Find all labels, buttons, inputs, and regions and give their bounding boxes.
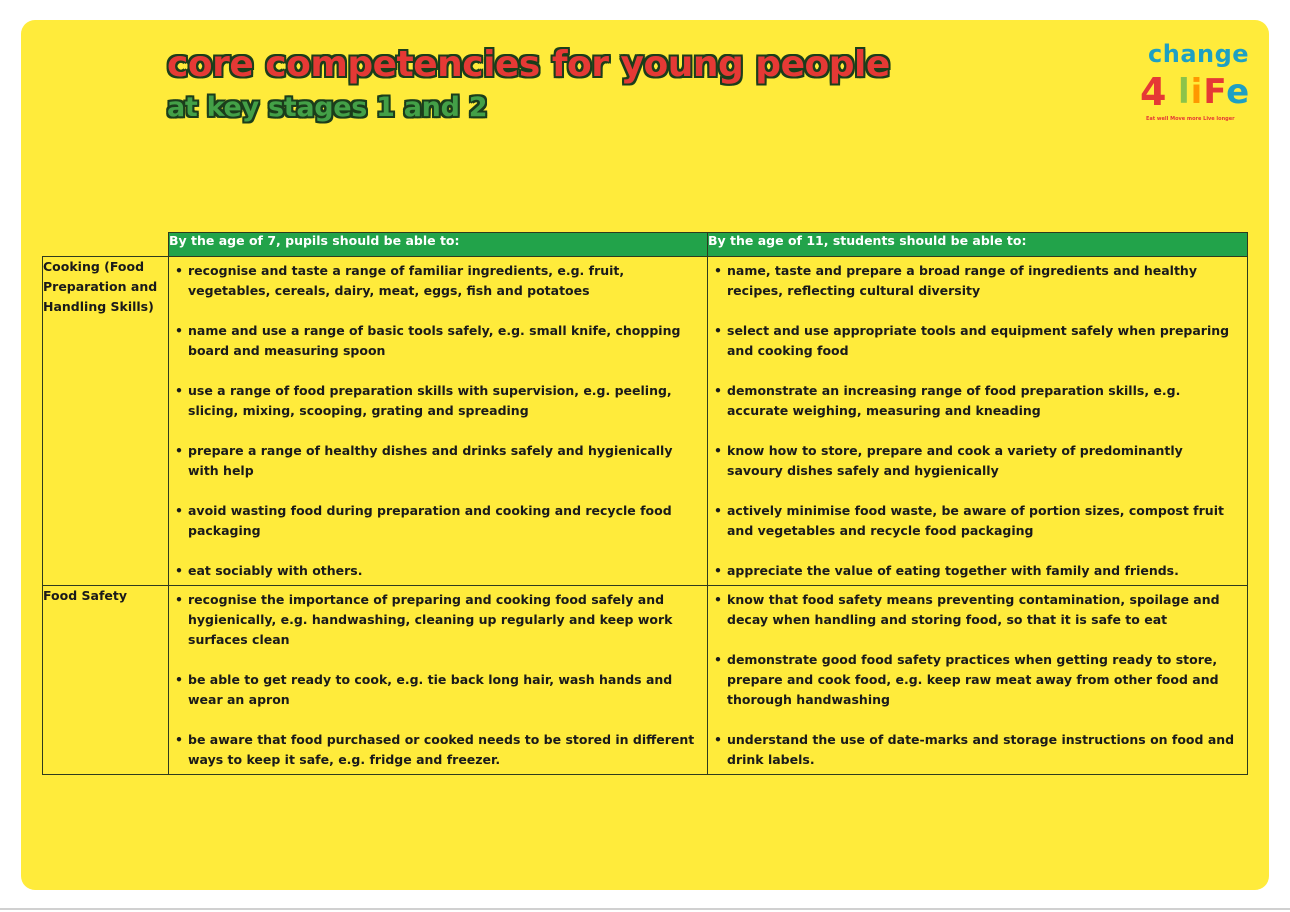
cell-safety-age-11 — [708, 586, 1248, 775]
list-item: • demonstrate an increasing range of food preparation skills, e.g. accurate weighing, measuring and kneading — [714, 381, 1241, 421]
list-item: • be able to get ready to cook, e.g. tie back long hair, wash hands and wear an apron — [175, 670, 701, 710]
page-title: core competencies for young people — [167, 44, 890, 85]
list-item: • appreciate the value of eating together with family and friends. — [714, 561, 1241, 581]
row-label-cooking: Cooking (Food Preparation and Handling Skills) — [43, 257, 169, 586]
list-item: • eat sociably with others. — [175, 561, 701, 581]
cell-safety-age-7 — [169, 586, 708, 775]
logo-change-text: change — [1148, 40, 1250, 68]
logo-life-letter: i — [1190, 72, 1204, 112]
logo-life-text — [1178, 72, 1250, 112]
page-subtitle: at key stages 1 and 2 — [167, 92, 488, 123]
competencies-table — [42, 232, 1248, 775]
logo-life-letter: e — [1226, 72, 1251, 112]
list-item: • name and use a range of basic tools safely, e.g. small knife, chopping board and measuring spoon — [175, 321, 701, 361]
table-row-cooking — [43, 257, 1248, 586]
list-item: • name, taste and prepare a broad range of ingredients and healthy recipes, reflecting cultural diversity — [714, 261, 1241, 301]
cell-cooking-age-7 — [169, 257, 708, 586]
header-age-11: By the age of 11, students should be able to: — [708, 233, 1248, 257]
list-item: • avoid wasting food during preparation and cooking and recycle food packaging — [175, 501, 701, 541]
list-item: • recognise the importance of preparing and cooking food safely and hygienically, e.g. handwashing, cleaning up regularly and keep work surfaces clean — [175, 590, 701, 650]
logo-tagline: Eat well Move more Live longer — [1146, 116, 1235, 122]
cell-cooking-age-11 — [708, 257, 1248, 586]
list-item: • use a range of food preparation skills with supervision, e.g. peeling, slicing, mixing, scooping, grating and spreading — [175, 381, 701, 421]
table-row-food-safety — [43, 586, 1248, 775]
logo-life-letter: F — [1203, 72, 1227, 112]
list-item: • recognise and taste a range of familiar ingredients, e.g. fruit, vegetables, cereals, dairy, meat, eggs, fish and potatoes — [175, 261, 701, 301]
list-item: • understand the use of date-marks and storage instructions on food and drink labels. — [714, 730, 1241, 770]
list-item: • actively minimise food waste, be aware of portion sizes, compost fruit and vegetables and recycle food packaging — [714, 501, 1241, 541]
logo-life-letter: l — [1178, 72, 1191, 112]
logo-four-text: 4 — [1140, 70, 1167, 114]
list-item: • select and use appropriate tools and equipment safely when preparing and cooking food — [714, 321, 1241, 361]
table-corner — [43, 233, 169, 257]
list-item: • demonstrate good food safety practices when getting ready to store, prepare and cook food, e.g. keep raw meat away from other food and thorough handwashing — [714, 650, 1241, 710]
page-divider — [0, 908, 1290, 910]
change4life-logo — [1140, 40, 1250, 130]
list-item: • know how to store, prepare and cook a variety of predominantly savoury dishes safely and hygienically — [714, 441, 1241, 481]
row-label-food-safety: Food Safety — [43, 586, 169, 775]
list-item: • prepare a range of healthy dishes and drinks safely and hygienically with help — [175, 441, 701, 481]
header-age-7: By the age of 7, pupils should be able to: — [169, 233, 708, 257]
list-item: • be aware that food purchased or cooked needs to be stored in different ways to keep it safe, e.g. fridge and freezer. — [175, 730, 701, 770]
list-item: • know that food safety means preventing contamination, spoilage and decay when handling and storing food, so that it is safe to eat — [714, 590, 1241, 630]
